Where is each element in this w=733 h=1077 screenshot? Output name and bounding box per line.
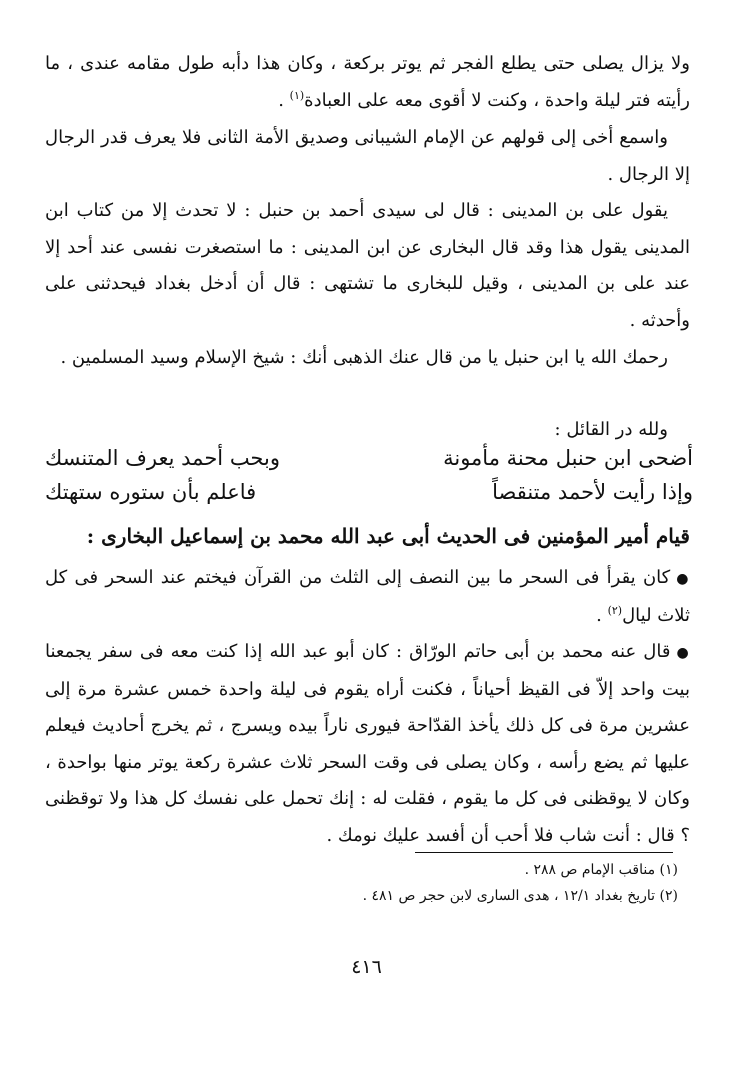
paragraph-4: رحمك الله يا ابن حنبل يا من قال عنك الذهبى أنك : شيخ الإسلام وسيد المسلمين . [60,347,668,368]
paragraph-1-end: . [278,89,290,111]
bullet-icon: ● [676,645,690,661]
poem-line-2-second-hemistich: فاعلم بأن ستوره ستهتك [45,480,257,504]
bullet-item-1-end: . [596,604,608,626]
footnote-1: (١) مناقب الإمام ص ٢٨٨ . [524,862,678,878]
paragraph-2: واسمع أخى إلى قولهم عن الإمام الشيبانى وصديق الأمة الثانى فلا يعرف قدر الرجال إلا الرجال . [45,127,690,185]
bullet-item-2-text: قال عنه محمد بن أبى حاتم الورّاق : كان أبو عبد الله إذا كنت معه فى سفر يجمعنا بيت واحد إلاّ فى القيظ أحياناً ، فكنت أراه يقوم فى ليلة واحدة خمس عشرة مرة إلى عشرين مرة فى كل ذلك يأخذ القدّاحة فيورى ناراً بيده ويسرج ، ثم يخرج أحاديث فيعلم عليها ثم يضع رأسه ، وكان يصلى فى وقت السحر ثلاث عشرة ركعة يوتر منها بواحدة ، وكان لا يوقظنى فى كل ما يقوم ، فقلت له : إنك تحمل على نفسك كل هذا ولا توقظنى ؟ قال : أنت شاب فلا أحب أن أفسد عليك نومك . [45,641,690,846]
paragraph-3: يقول على بن المدينى : قال لى سيدى أحمد بن حنبل : لا تحدث إلا من كتاب ابن المدينى يقول هذا وقد قال البخارى عن ابن المدينى : ما استصغرت نفسى عند أحد إلا عند على بن المدينى ، وقيل للبخارى ما تشتهى : قال أن أدخل بغداد فيحدثنى على وأحدثه . [45,200,690,331]
footnote-marker-1: (١) [289,88,305,102]
poem-line-1-first-hemistich: أضحى ابن حنبل محنة مأمونة [443,446,693,470]
bullet-item-2 [45,634,690,854]
poem-line-1-second-hemistich: وبحب أحمد يعرف المتنسك [45,446,280,470]
paragraph-5: ولله در القائل : [554,419,668,440]
paragraph-1-text: ولا يزال يصلى حتى يطلع الفجر ثم يوتر بركعة ، وكان هذا دأبه طول مقامه عندى ، ما رأيته فتر ليلة واحدة ، وكنت لا أقوى معه على العبادة [45,53,690,111]
footnote-divider [415,852,673,853]
bullet-item-1-text: كان يقرأ فى السحر ما بين النصف إلى الثلث من القرآن فيختم عند السحر فى كل ثلاث ليال [45,567,690,626]
paragraph-1 [45,46,690,119]
section-heading: قيام أمير المؤمنين فى الحديث أبى عبد الله محمد بن إسماعيل البخارى : [86,524,690,548]
bullet-icon: ● [676,571,690,587]
footnote-2: (٢) تاريخ بغداد ١٢/١ ، هدى السارى لابن حجر ص ٤٨١ . [362,888,678,904]
page-number: ٤١٦ [351,956,382,978]
poem-line-2 [45,480,693,520]
poem-line-2-first-hemistich: وإذا رأيت لأحمد متنقصاً [492,480,693,504]
footnote-marker-2: (٢) [607,603,623,617]
bullet-item-1 [45,560,690,634]
